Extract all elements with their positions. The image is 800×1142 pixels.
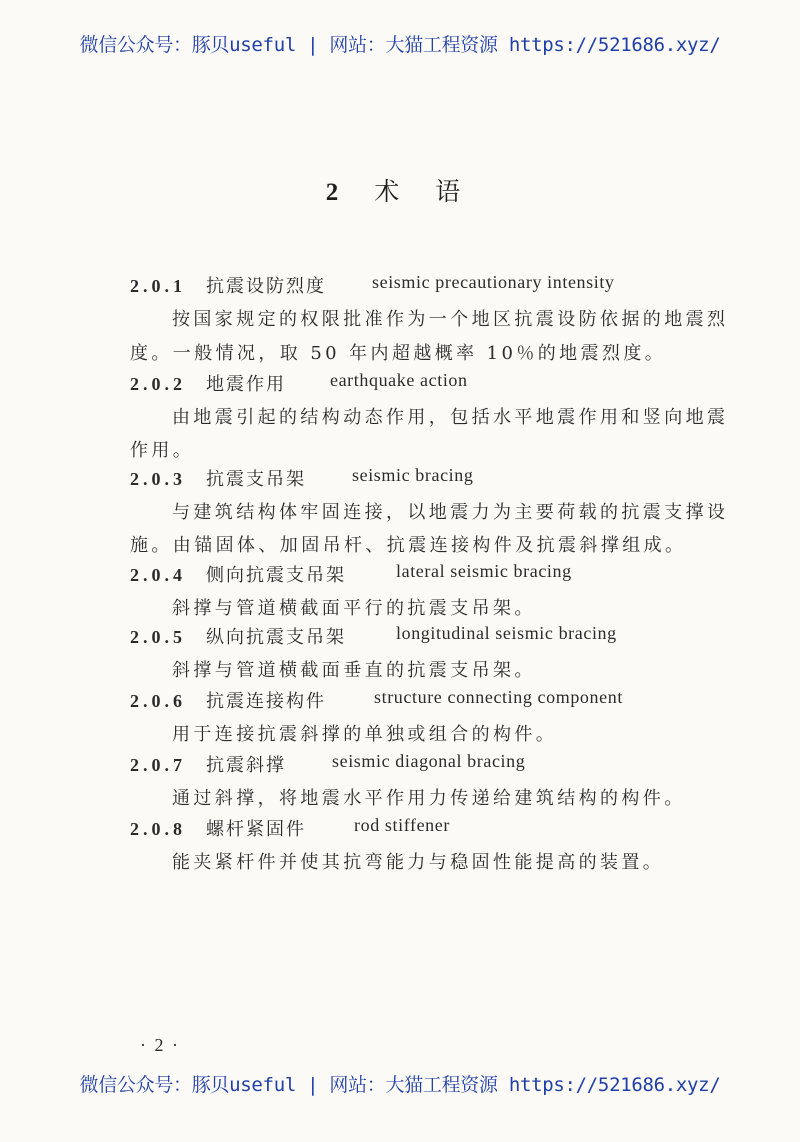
definition-line: 斜撑与管道横截面垂直的抗震支吊架。 <box>172 660 536 681</box>
definition-line: 通过斜撑，将地震水平作用力传递给建筑结构的构件。 <box>172 788 686 809</box>
watermark-bottom: 微信公众号：豚贝useful | 网站：大猫工程资源 https://521686.xyz/ <box>79 1074 721 1096</box>
term-english: rod stiffener <box>354 815 450 835</box>
term-chinese: 抗震支吊架 <box>206 469 306 490</box>
definition-line: 施。由锚固体、加固吊杆、抗震连接构件及抗震斜撑组成。 <box>130 535 687 556</box>
chapter-number: 2 <box>325 179 353 206</box>
term-english: longitudinal seismic bracing <box>396 623 617 643</box>
term-chinese: 侧向抗震支吊架 <box>206 565 346 586</box>
term-english: structure connecting component <box>374 687 623 707</box>
term-chinese: 抗震斜撑 <box>206 755 286 776</box>
watermark-top: 微信公众号：豚贝useful | 网站：大猫工程资源 https://521686.xyz/ <box>79 34 721 56</box>
term-chinese: 纵向抗震支吊架 <box>206 627 346 648</box>
term-chinese: 抗震连接构件 <box>206 691 326 712</box>
definition-line: 与建筑结构体牢固连接，以地震力为主要荷载的抗震支撑设 <box>172 502 729 523</box>
chapter-title <box>0 172 800 208</box>
term-english: lateral seismic bracing <box>396 561 572 581</box>
term-chinese: 抗震设防烈度 <box>206 276 326 297</box>
term-number: 2.0.4 <box>130 565 186 585</box>
definition-line: 斜撑与管道横截面平行的抗震支吊架。 <box>172 598 536 619</box>
term-number: 2.0.1 <box>130 276 186 296</box>
term-number: 2.0.3 <box>130 469 186 489</box>
page-number: · 2 · <box>140 1035 180 1055</box>
term-number: 2.0.8 <box>130 819 186 839</box>
definition-line: 能夹紧杆件并使其抗弯能力与稳固性能提高的装置。 <box>172 852 665 873</box>
term-number: 2.0.2 <box>130 374 186 394</box>
definition-line: 作用。 <box>130 440 195 461</box>
term-english: seismic bracing <box>352 465 474 485</box>
term-chinese: 地震作用 <box>206 374 286 395</box>
term-english: seismic diagonal bracing <box>332 751 526 771</box>
term-english: seismic precautionary intensity <box>372 272 615 292</box>
chapter-title-text: 术 语 <box>374 177 475 206</box>
definition-line: 按国家规定的权限批准作为一个地区抗震设防依据的地震烈 <box>172 309 729 330</box>
definition-line: 度。一般情况，取 50 年内超越概率 10％的地震烈度。 <box>130 343 667 364</box>
term-number: 2.0.7 <box>130 755 186 775</box>
definition-line: 用于连接抗震斜撑的单独或组合的构件。 <box>172 724 558 745</box>
term-chinese: 螺杆紧固件 <box>206 819 306 840</box>
term-number: 2.0.6 <box>130 691 186 711</box>
term-number: 2.0.5 <box>130 627 186 647</box>
definition-line: 由地震引起的结构动态作用，包括水平地震作用和竖向地震 <box>172 407 729 428</box>
term-english: earthquake action <box>330 370 468 390</box>
